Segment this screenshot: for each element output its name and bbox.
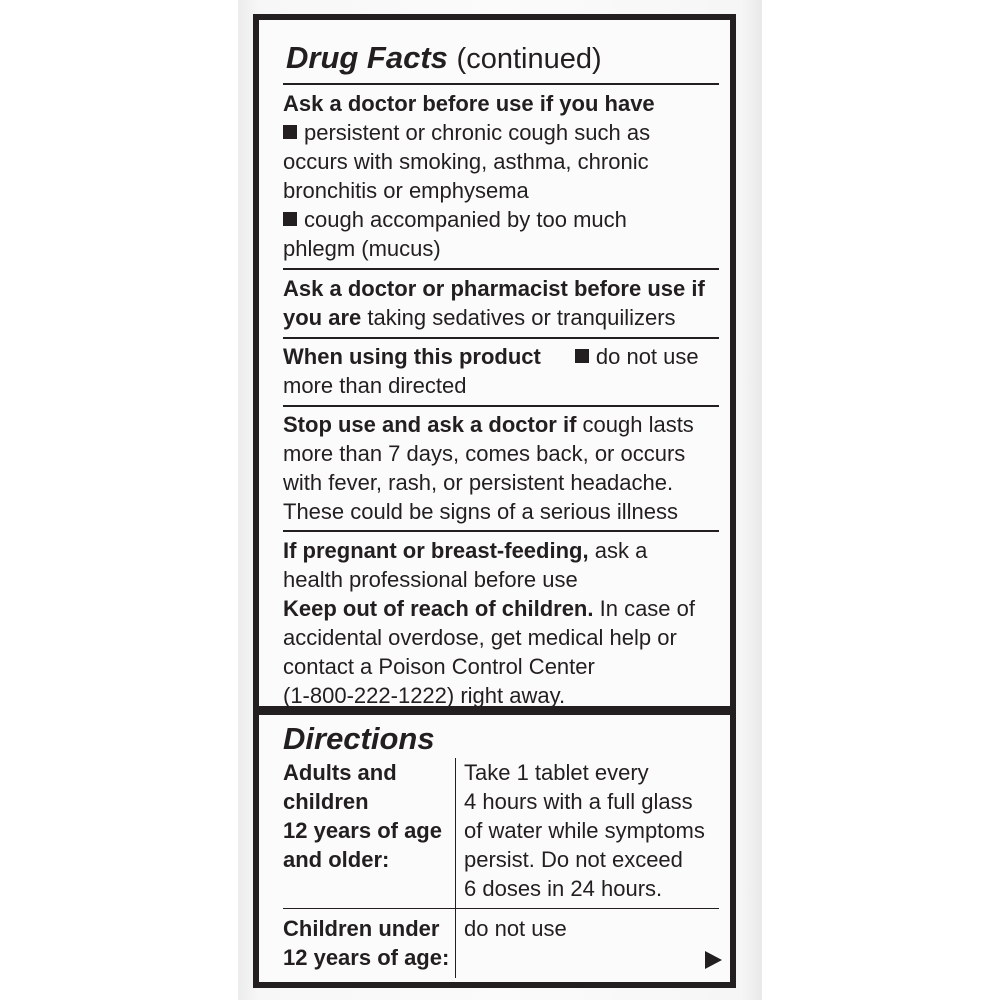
section-divider bbox=[283, 268, 719, 270]
dosage-text: 6 doses in 24 hours. bbox=[464, 876, 663, 901]
stop-use-heading: Stop use and ask a doctor if cough lasts bbox=[283, 412, 694, 437]
dosage-label: children bbox=[283, 789, 369, 814]
pregnant-heading: If pregnant or breast-feeding, ask a bbox=[283, 538, 648, 563]
ask-doctor-item-cont: occurs with smoking, asthma, chronic bbox=[283, 149, 649, 174]
dosage-label: Children under bbox=[283, 916, 440, 941]
ask-doctor-item: cough accompanied by too much bbox=[283, 205, 627, 234]
dosage-label: 12 years of age bbox=[283, 818, 442, 843]
title-divider bbox=[283, 83, 719, 85]
dosage-text: Take 1 tablet every bbox=[464, 760, 649, 785]
bullet-square-icon bbox=[283, 212, 297, 226]
dosage-text: persist. Do not exceed bbox=[464, 847, 683, 872]
when-using-heading: When using this product do not use bbox=[283, 344, 699, 369]
dosage-label: and older: bbox=[283, 847, 390, 872]
continue-arrow-icon bbox=[705, 951, 722, 969]
table-row-divider bbox=[283, 908, 719, 909]
dosage-text: of water while symptoms bbox=[464, 818, 705, 843]
keep-out-text: (1-800-222-1222) right away. bbox=[283, 683, 566, 708]
section-divider bbox=[283, 530, 719, 532]
ask-pharmacist-text: you are taking sedatives or tranquilizers bbox=[283, 305, 676, 330]
keep-out-text: accidental overdose, get medical help or bbox=[283, 625, 677, 650]
stop-use-text: These could be signs of a serious illness bbox=[283, 499, 678, 524]
when-using-text: more than directed bbox=[283, 373, 467, 398]
drug-facts-title: Drug Facts (continued) bbox=[286, 40, 602, 75]
bullet-square-icon bbox=[575, 349, 589, 363]
drug-facts-panel bbox=[253, 14, 736, 712]
section-divider bbox=[283, 405, 719, 407]
ask-pharmacist-heading: Ask a doctor or pharmacist before use if bbox=[283, 276, 705, 301]
table-column-divider bbox=[455, 758, 456, 978]
directions-title: Directions bbox=[283, 721, 435, 756]
stop-use-text: more than 7 days, comes back, or occurs bbox=[283, 441, 686, 466]
keep-out-text: contact a Poison Control Center bbox=[283, 654, 595, 679]
dosage-text: do not use bbox=[464, 916, 567, 941]
ask-doctor-item-cont: bronchitis or emphysema bbox=[283, 178, 529, 203]
ask-doctor-item-cont: phlegm (mucus) bbox=[283, 236, 441, 261]
dosage-label: 12 years of age: bbox=[283, 945, 450, 970]
directions-panel bbox=[253, 709, 736, 988]
keep-out-heading: Keep out of reach of children. In case of bbox=[283, 596, 695, 621]
dosage-label: Adults and bbox=[283, 760, 397, 785]
ask-doctor-heading: Ask a doctor before use if you have bbox=[283, 91, 655, 116]
ask-doctor-item: persistent or chronic cough such as bbox=[283, 118, 650, 147]
pregnant-text: health professional before use bbox=[283, 567, 578, 592]
dosage-text: 4 hours with a full glass bbox=[464, 789, 693, 814]
section-divider bbox=[283, 337, 719, 339]
stop-use-text: with fever, rash, or persistent headache. bbox=[283, 470, 674, 495]
bullet-square-icon bbox=[283, 125, 297, 139]
